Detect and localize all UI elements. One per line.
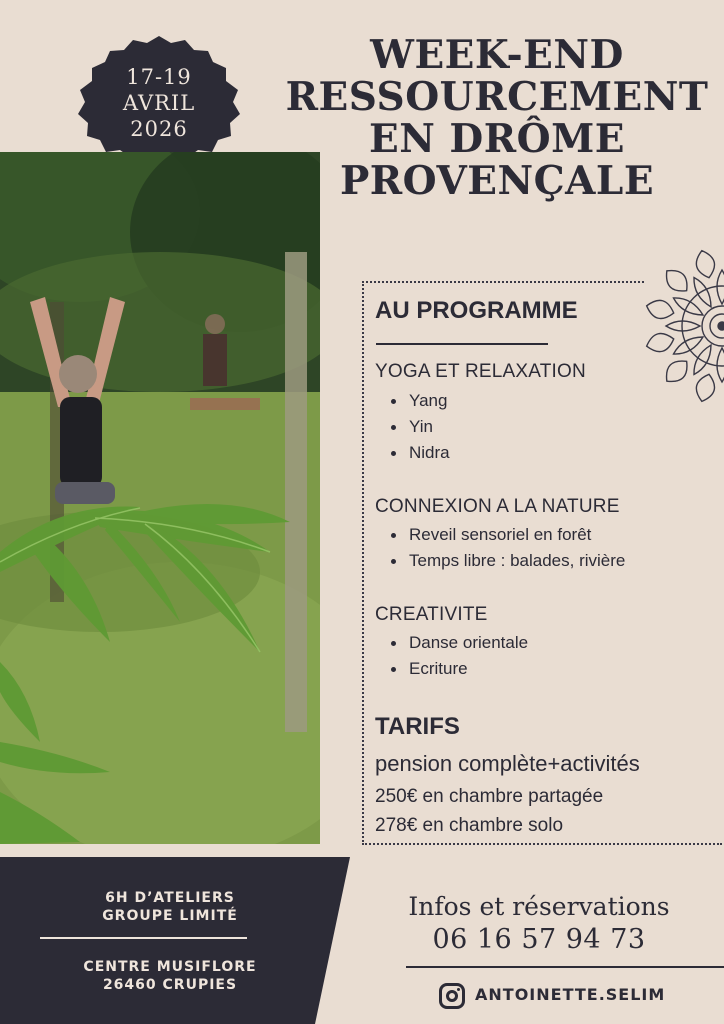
- bottom-info-panel: [0, 857, 350, 1024]
- seal-year: 2026: [130, 117, 188, 141]
- seal-month: AVRIL: [122, 91, 196, 115]
- title-line-4: PROVENÇALE: [339, 158, 655, 204]
- title-line-2: RESSOURCEMENT: [285, 74, 709, 120]
- venue-address: 26460 CRUPIES: [102, 977, 238, 993]
- category-nature: CONNEXION A LA NATURE: [375, 496, 620, 517]
- workshops-info: [40, 889, 300, 925]
- date-seal: [72, 34, 246, 160]
- contact-divider: [406, 966, 724, 968]
- list-item: Ecriture: [390, 656, 528, 682]
- tarifs-solo-room-price: 278€ en chambre solo: [375, 815, 564, 836]
- program-box-top-border: [362, 281, 644, 283]
- category-creativite: CREATIVITE: [375, 604, 488, 625]
- creativite-items-list: [390, 630, 528, 682]
- tarifs-shared-room-price: 250€ en chambre partagée: [375, 786, 604, 807]
- yoga-forest-photo: [0, 152, 320, 844]
- title-line-1: WEEK-END: [370, 32, 624, 78]
- yoga-items-list: [390, 388, 450, 466]
- venue-name: CENTRE MUSIFLORE: [83, 959, 257, 975]
- instagram-handle[interactable]: ANTOINETTE.SELIM: [475, 985, 666, 1004]
- venue-info: [40, 958, 300, 994]
- list-item: Danse orientale: [390, 630, 528, 656]
- nature-items-list: [390, 522, 625, 574]
- contact-phone[interactable]: 06 16 57 94 73: [432, 924, 646, 955]
- list-item: Temps libre : balades, rivière: [390, 548, 625, 574]
- program-heading-underline: [376, 343, 548, 345]
- list-item: Nidra: [390, 440, 450, 466]
- group-limited: GROUPE LIMITÉ: [102, 908, 238, 924]
- bottom-panel-divider: [40, 937, 247, 939]
- page-title: [282, 34, 712, 202]
- list-item: Yang: [390, 388, 450, 414]
- instagram-icon[interactable]: [439, 983, 465, 1009]
- workshops-hours: 6H D’ATELIERS: [105, 890, 235, 906]
- program-heading: AU PROGRAMME: [375, 297, 578, 324]
- category-yoga: YOGA ET RELAXATION: [375, 361, 586, 382]
- list-item: Yin: [390, 414, 450, 440]
- list-item: Reveil sensoriel en forêt: [390, 522, 625, 548]
- title-line-3: EN DRÔME: [368, 116, 626, 162]
- contact-title: Infos et réservations: [408, 892, 670, 921]
- seal-day-range: 17-19: [126, 65, 192, 89]
- tarifs-pension-line: pension complète+activités: [375, 751, 640, 776]
- tarifs-heading: TARIFS: [375, 713, 460, 740]
